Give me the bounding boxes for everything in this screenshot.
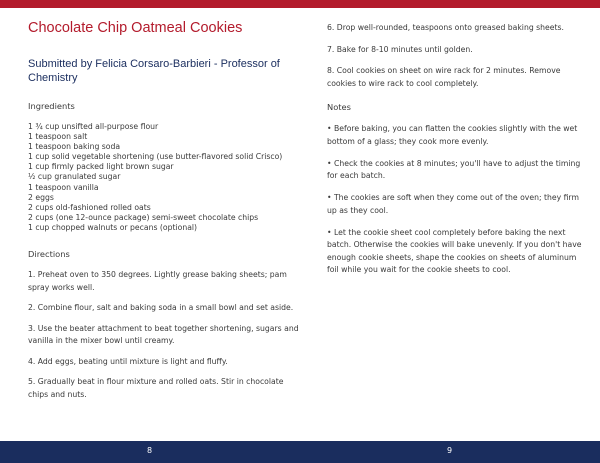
direction-step: 6. Drop well-rounded, teaspoons onto greased baking sheets. xyxy=(327,23,564,32)
direction-step: 5. Gradually beat in flour mixture and rolled oats. Stir in chocolate chips and nuts. xyxy=(28,377,284,399)
direction-step: 7. Bake for 8-10 minutes until golden. xyxy=(327,44,473,54)
ingredients-heading: Ingredients xyxy=(28,101,75,111)
direction-step: 1. Preheat oven to 350 degrees. Lightly grease baking sheets; pam spray works well. xyxy=(28,270,287,292)
page-number-right: 9 xyxy=(447,446,453,455)
ingredient-item: 2 eggs xyxy=(28,192,54,202)
bottom-navy-bar xyxy=(0,441,600,463)
ingredients-list xyxy=(28,122,300,233)
ingredient-item: 1 teaspoon vanilla xyxy=(28,182,99,192)
page-number-left: 8 xyxy=(147,446,153,455)
notes-heading: Notes xyxy=(327,102,351,112)
ingredient-item: 1 teaspoon baking soda xyxy=(28,142,121,152)
note-item: • Before baking, you can flatten the cookies slightly with the wet bottom of a glass; they cook more evenly. xyxy=(327,124,578,146)
ingredient-item: 1 cup chopped walnuts or pecans (optional) xyxy=(28,222,198,232)
recipe-title: Chocolate Chip Oatmeal Cookies xyxy=(28,20,243,36)
direction-step: 4. Add eggs, beating until mixture is light and fluffy. xyxy=(28,356,228,366)
note-item: • The cookies are soft when they come out of the oven; they firm up as they cool. xyxy=(327,193,579,215)
ingredient-item: 1 teaspoon salt xyxy=(28,132,88,142)
right-page xyxy=(327,22,589,277)
directions-heading: Directions xyxy=(28,249,70,260)
direction-step: 8. Cool cookies on sheet on wire rack for 2 minutes. Remove cookies to wire rack to cool completely. xyxy=(327,66,561,88)
ingredient-item: 2 cups (one 12-ounce package) semi-sweet chocolate chips xyxy=(28,212,259,222)
direction-step: 2. Combine flour, salt and baking soda in a small bowl and set aside. xyxy=(28,303,294,313)
ingredient-item: 1 ¾ cup unsifted all-purpose flour xyxy=(28,122,159,131)
direction-step: 3. Use the beater attachment to beat together shortening, sugars and vanilla in the mixer bowl until creamy. xyxy=(28,323,299,346)
note-item: • Check the cookies at 8 minutes; you'll have to adjust the timing for each batch. xyxy=(327,158,581,180)
directions-continued xyxy=(327,22,589,90)
left-page xyxy=(28,20,300,401)
directions-list xyxy=(28,269,300,401)
notes-list xyxy=(327,123,589,277)
top-red-bar xyxy=(0,0,600,8)
ingredient-item: 1 cup firmly packed light brown sugar xyxy=(28,162,174,172)
note-item: • Let the cookie sheet cool completely before baking the next batch. Otherwise the cookies will bake unevenly. If you don't have enough cookie sheets, shape the cookies on sheets of aluminum foil while you wait for the cookie sheets to cool. xyxy=(327,227,582,274)
ingredient-item: ½ cup granulated sugar xyxy=(28,172,121,182)
ingredient-item: 1 cup solid vegetable shortening (use butter-flavored solid Crisco) xyxy=(28,152,283,162)
ingredient-item: 2 cups old-fashioned rolled oats xyxy=(28,202,151,212)
recipe-author: Submitted by Felicia Corsaro-Barbieri - Professor of Chemistry xyxy=(28,58,280,84)
